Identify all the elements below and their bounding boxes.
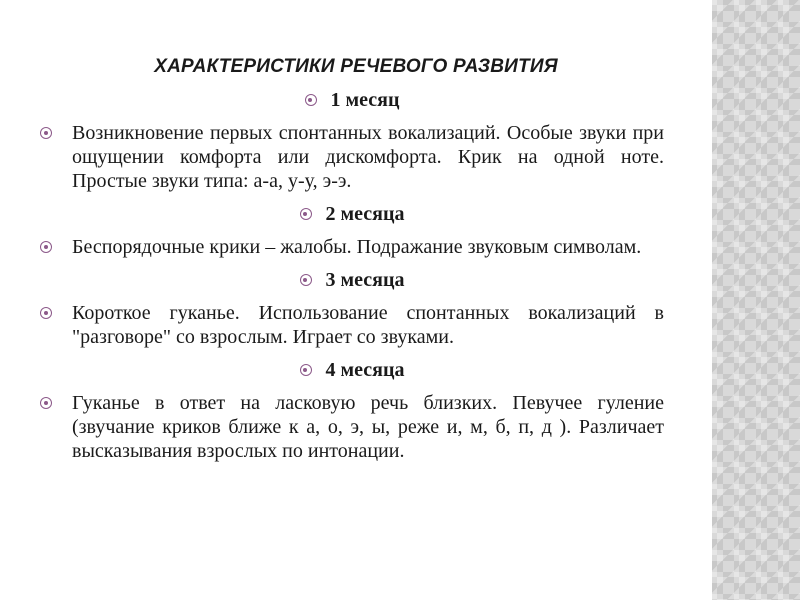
circle-bullet-icon [300,274,312,286]
heading-text: 4 месяца [325,359,405,381]
list-item-text: Короткое гуканье. Использование спонтанных вокализаций в "разговоре" со взрослым. Играет со звуками. [72,302,664,348]
decorative-side-pattern [712,0,800,600]
heading-month-4 [40,358,664,382]
heading-text: 1 месяц [330,89,400,111]
heading-month-3 [40,268,664,292]
circle-bullet-icon [40,241,52,253]
list-item-text: Гуканье в ответ на ласковую речь близких. Певучее гуление (звучание криков ближе к а, о, э, ы, реже и, м, б, п, д ). Различает высказывания взрослых по интонации. [72,392,664,462]
circle-bullet-icon [300,364,312,376]
slide-title: ХАРАКТЕРИСТИКИ РЕЧЕВОГО РАЗВИТИЯ [154,56,558,77]
list-item [40,121,664,193]
heading-month-1 [40,88,664,112]
circle-bullet-icon [305,94,317,106]
heading-month-2 [40,202,664,226]
content-list [40,88,664,472]
list-item [40,235,664,259]
list-item-text: Беспорядочные крики – жалобы. Подражание звуковым символам. [72,236,642,258]
list-item-text: Возникновение первых спонтанных вокализаций. Особые звуки при ощущении комфорта или дискомфорта. Крик на одной ноте. Простые звуки типа: а-а, у-у, э-э. [72,122,664,192]
circle-bullet-icon [300,208,312,220]
heading-text: 2 месяца [325,203,405,225]
circle-bullet-icon [40,307,52,319]
list-item [40,391,664,463]
list-item [40,301,664,349]
heading-text: 3 месяца [325,269,405,291]
circle-bullet-icon [40,127,52,139]
circle-bullet-icon [40,397,52,409]
